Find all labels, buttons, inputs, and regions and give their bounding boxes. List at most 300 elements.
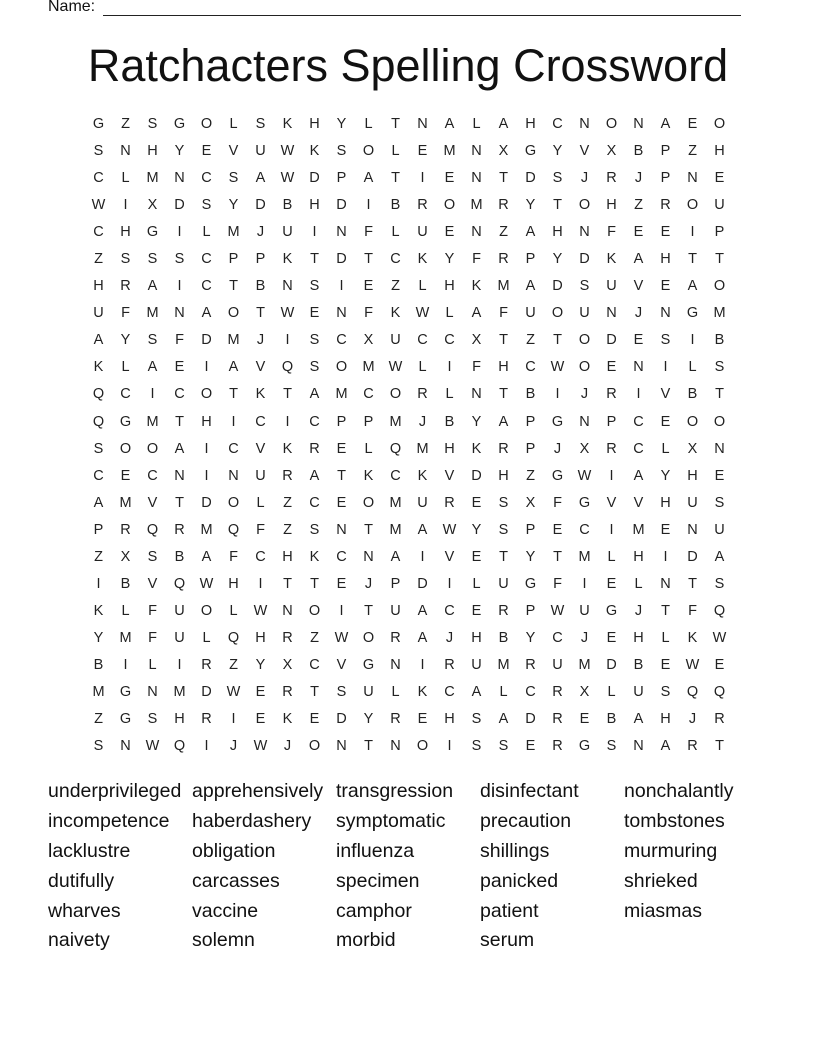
- grid-letter: D: [552, 278, 563, 295]
- grid-letter: T: [553, 332, 562, 349]
- grid-letter: B: [525, 386, 536, 403]
- grid-letter: H: [660, 494, 671, 511]
- grid-letter: S: [93, 738, 104, 755]
- grid-letter: W: [388, 359, 403, 376]
- grid-letter: I: [690, 224, 695, 241]
- grid-letter: F: [472, 251, 481, 268]
- grid-letter: Y: [660, 467, 671, 484]
- grid-letter: U: [606, 278, 617, 295]
- grid-letter: L: [121, 170, 130, 187]
- grid-letter: T: [391, 170, 400, 187]
- grid-letter: M: [227, 332, 240, 349]
- grid-letter: R: [282, 629, 293, 646]
- grid-letter: E: [579, 711, 590, 728]
- grid-letter: K: [93, 359, 104, 376]
- grid-letter: R: [552, 711, 563, 728]
- grid-letter: N: [471, 224, 482, 241]
- grid-letter: E: [606, 359, 617, 376]
- grid-letter: L: [445, 305, 454, 322]
- grid-letter: J: [283, 738, 292, 755]
- grid-letter: R: [714, 711, 725, 728]
- grid-letter: A: [633, 251, 644, 268]
- grid-letter: H: [147, 143, 158, 160]
- grid-letter: L: [391, 143, 400, 160]
- grid-letter: S: [147, 332, 158, 349]
- grid-letter: E: [660, 656, 671, 673]
- grid-letter: J: [553, 440, 562, 457]
- word-list-item: tombstones: [624, 809, 725, 832]
- grid-letter: G: [524, 143, 537, 160]
- grid-letter: T: [715, 738, 724, 755]
- grid-letter: T: [283, 575, 292, 592]
- grid-letter: O: [551, 305, 564, 322]
- grid-letter: A: [471, 305, 482, 322]
- grid-letter: F: [688, 602, 697, 619]
- grid-letter: F: [229, 548, 238, 565]
- grid-letter: V: [444, 467, 455, 484]
- grid-letter: T: [337, 467, 346, 484]
- grid-letter: H: [93, 278, 104, 295]
- grid-letter: L: [121, 359, 130, 376]
- grid-letter: T: [553, 548, 562, 565]
- grid-letter: S: [228, 170, 239, 187]
- grid-letter: Z: [499, 224, 508, 241]
- grid-letter: N: [579, 224, 590, 241]
- grid-letter: W: [253, 738, 268, 755]
- grid-letter: T: [661, 602, 670, 619]
- grid-letter: E: [255, 711, 266, 728]
- grid-letter: S: [714, 359, 725, 376]
- grid-letter: R: [201, 656, 212, 673]
- grid-letter: N: [363, 548, 374, 565]
- grid-letter: O: [686, 413, 699, 430]
- grid-letter: F: [472, 359, 481, 376]
- grid-letter: C: [255, 413, 266, 430]
- grid-letter: T: [229, 386, 238, 403]
- grid-letter: T: [688, 251, 697, 268]
- grid-letter: M: [578, 548, 591, 565]
- grid-letter: X: [525, 494, 536, 511]
- grid-letter: J: [580, 170, 589, 187]
- grid-letter: N: [228, 467, 239, 484]
- grid-letter: K: [471, 440, 482, 457]
- grid-letter: N: [282, 602, 293, 619]
- grid-letter: M: [578, 656, 591, 673]
- grid-letter: E: [714, 467, 725, 484]
- grid-letter: H: [444, 440, 455, 457]
- grid-letter: R: [552, 738, 563, 755]
- grid-letter: Z: [283, 494, 292, 511]
- grid-letter: I: [285, 413, 290, 430]
- grid-letter: H: [174, 711, 185, 728]
- grid-letter: M: [119, 494, 132, 511]
- grid-letter: C: [228, 440, 239, 457]
- grid-letter: R: [174, 521, 185, 538]
- grid-letter: R: [660, 197, 671, 214]
- grid-letter: K: [687, 629, 698, 646]
- grid-letter: S: [147, 711, 158, 728]
- grid-letter: W: [280, 170, 295, 187]
- grid-letter: Z: [229, 656, 238, 673]
- grid-letter: R: [201, 711, 212, 728]
- grid-letter: Y: [363, 711, 374, 728]
- grid-letter: N: [660, 575, 671, 592]
- grid-letter: R: [120, 278, 131, 295]
- grid-letter: X: [579, 683, 590, 700]
- grid-letter: J: [580, 629, 589, 646]
- grid-letter: G: [686, 305, 699, 322]
- grid-letter: S: [309, 278, 320, 295]
- word-list-item: camphor: [336, 899, 412, 922]
- grid-letter: A: [633, 467, 644, 484]
- grid-letter: T: [391, 116, 400, 132]
- grid-letter: U: [525, 305, 536, 322]
- grid-letter: A: [255, 170, 266, 187]
- grid-letter: H: [444, 711, 455, 728]
- grid-letter: A: [498, 116, 509, 132]
- grid-letter: L: [229, 116, 238, 132]
- grid-letter: A: [714, 548, 725, 565]
- grid-letter: U: [282, 224, 293, 241]
- grid-letter: U: [363, 683, 374, 700]
- grid-letter: C: [309, 413, 320, 430]
- grid-letter: E: [660, 521, 671, 538]
- grid-letter: F: [499, 305, 508, 322]
- grid-letter: O: [578, 197, 591, 214]
- grid-letter: S: [336, 683, 347, 700]
- word-list-item: transgression: [336, 780, 454, 802]
- grid-letter: E: [606, 629, 617, 646]
- grid-letter: W: [550, 602, 565, 619]
- grid-letter: F: [607, 224, 616, 241]
- grid-letter: V: [633, 278, 644, 295]
- grid-letter: R: [309, 440, 320, 457]
- grid-letter: P: [228, 251, 239, 268]
- grid-letter: Q: [389, 440, 402, 457]
- grid-letter: F: [148, 602, 157, 619]
- grid-letter: L: [472, 116, 481, 132]
- word-list-item: murmuring: [624, 839, 718, 862]
- grid-letter: G: [119, 683, 132, 700]
- grid-letter: C: [444, 332, 455, 349]
- name-field: [48, 0, 95, 17]
- grid-letter: Z: [526, 332, 535, 349]
- grid-letter: B: [120, 575, 131, 592]
- grid-letter: V: [255, 359, 266, 376]
- letter-grid: [85, 114, 733, 763]
- grid-letter: V: [660, 386, 671, 403]
- grid-letter: E: [336, 494, 347, 511]
- grid-letter: R: [390, 711, 401, 728]
- grid-letter: O: [308, 602, 321, 619]
- grid-letter: P: [336, 170, 347, 187]
- grid-letter: M: [389, 494, 402, 511]
- grid-letter: N: [606, 305, 617, 322]
- grid-letter: G: [119, 711, 132, 728]
- grid-letter: I: [204, 738, 209, 755]
- grid-letter: U: [471, 656, 482, 673]
- grid-letter: O: [119, 440, 132, 457]
- grid-letter: P: [336, 413, 347, 430]
- grid-letter: H: [444, 278, 455, 295]
- grid-letter: C: [525, 359, 536, 376]
- grid-letter: L: [661, 629, 670, 646]
- grid-letter: V: [147, 494, 158, 511]
- grid-letter: E: [471, 548, 482, 565]
- grid-letter: P: [525, 521, 536, 538]
- grid-letter: V: [255, 440, 266, 457]
- grid-letter: J: [634, 305, 643, 322]
- grid-letter: A: [417, 602, 428, 619]
- grid-letter: B: [633, 143, 644, 160]
- grid-letter: O: [200, 602, 213, 619]
- grid-letter: I: [177, 278, 182, 295]
- grid-letter: T: [229, 278, 238, 295]
- word-list-item: influenza: [336, 839, 415, 862]
- grid-letter: H: [201, 413, 212, 430]
- grid-letter: W: [91, 197, 106, 214]
- grid-letter: C: [174, 386, 185, 403]
- grid-letter: P: [525, 440, 536, 457]
- grid-letter: L: [229, 602, 238, 619]
- grid-letter: W: [145, 738, 160, 755]
- grid-letter: U: [579, 305, 590, 322]
- grid-letter: N: [471, 386, 482, 403]
- grid-letter: W: [442, 521, 457, 538]
- grid-letter: N: [174, 467, 185, 484]
- grid-letter: O: [227, 305, 240, 322]
- grid-letter: S: [93, 143, 104, 160]
- word-list-item: disinfectant: [480, 780, 579, 802]
- grid-letter: B: [606, 711, 617, 728]
- grid-letter: X: [147, 197, 158, 214]
- grid-letter: O: [335, 359, 348, 376]
- grid-letter: S: [579, 278, 590, 295]
- grid-letter: A: [93, 332, 104, 349]
- grid-letter: G: [551, 467, 564, 484]
- grid-letter: I: [285, 332, 290, 349]
- grid-letter: A: [390, 548, 401, 565]
- grid-letter: A: [498, 413, 509, 430]
- grid-letter: N: [336, 738, 347, 755]
- grid-letter: F: [256, 521, 265, 538]
- grid-letter: K: [309, 548, 320, 565]
- grid-letter: R: [498, 440, 509, 457]
- grid-letter: X: [120, 548, 131, 565]
- grid-letter: D: [336, 251, 347, 268]
- grid-letter: Y: [255, 656, 266, 673]
- grid-letter: O: [578, 332, 591, 349]
- grid-letter: S: [606, 738, 617, 755]
- grid-letter: P: [363, 413, 374, 430]
- grid-letter: E: [633, 332, 644, 349]
- grid-letter: Y: [228, 197, 239, 214]
- grid-letter: H: [498, 359, 509, 376]
- grid-letter: L: [364, 116, 373, 132]
- grid-letter: D: [309, 170, 320, 187]
- grid-letter: C: [633, 440, 644, 457]
- grid-letter: M: [362, 359, 375, 376]
- grid-letter: V: [228, 143, 239, 160]
- grid-letter: W: [280, 305, 295, 322]
- grid-letter: M: [470, 197, 483, 214]
- grid-letter: K: [363, 467, 374, 484]
- grid-letter: M: [200, 521, 213, 538]
- grid-letter: X: [363, 332, 374, 349]
- grid-letter: T: [175, 413, 184, 430]
- grid-letter: T: [175, 494, 184, 511]
- grid-letter: C: [363, 386, 374, 403]
- grid-letter: M: [227, 224, 240, 241]
- grid-letter: M: [497, 656, 510, 673]
- grid-letter: S: [498, 738, 509, 755]
- grid-letter: T: [283, 386, 292, 403]
- grid-letter: S: [201, 197, 212, 214]
- grid-letter: P: [525, 602, 536, 619]
- grid-letter: O: [362, 143, 375, 160]
- grid-letter: I: [339, 278, 344, 295]
- grid-letter: S: [714, 575, 725, 592]
- grid-letter: O: [362, 494, 375, 511]
- grid-letter: C: [633, 413, 644, 430]
- grid-letter: N: [714, 440, 725, 457]
- grid-letter: G: [119, 413, 132, 430]
- grid-letter: U: [174, 602, 185, 619]
- grid-letter: R: [417, 197, 428, 214]
- grid-letter: J: [256, 224, 265, 241]
- grid-letter: Q: [173, 575, 186, 592]
- grid-letter: F: [175, 332, 184, 349]
- word-list-item: panicked: [480, 869, 559, 892]
- grid-letter: S: [309, 521, 320, 538]
- grid-letter: L: [607, 683, 616, 700]
- grid-letter: L: [418, 278, 427, 295]
- grid-letter: R: [498, 197, 509, 214]
- grid-letter: S: [552, 170, 563, 187]
- grid-letter: R: [525, 656, 536, 673]
- grid-letter: R: [282, 467, 293, 484]
- grid-letter: F: [553, 575, 562, 592]
- word-list-item: patient: [480, 899, 539, 922]
- grid-letter: C: [336, 548, 347, 565]
- grid-letter: I: [258, 575, 263, 592]
- grid-letter: R: [417, 386, 428, 403]
- grid-letter: E: [309, 305, 320, 322]
- grid-letter: R: [606, 440, 617, 457]
- grid-letter: N: [390, 738, 401, 755]
- grid-letter: C: [309, 656, 320, 673]
- grid-letter: E: [417, 711, 428, 728]
- grid-letter: O: [713, 116, 726, 132]
- grid-letter: I: [312, 224, 317, 241]
- grid-letter: E: [417, 143, 428, 160]
- grid-letter: J: [445, 629, 454, 646]
- grid-letter: I: [609, 521, 614, 538]
- grid-letter: H: [633, 548, 644, 565]
- word-list-item: specimen: [336, 869, 420, 892]
- grid-letter: Z: [634, 197, 643, 214]
- grid-letter: P: [606, 413, 617, 430]
- grid-letter: O: [146, 440, 159, 457]
- grid-letter: P: [714, 224, 725, 241]
- grid-letter: G: [173, 116, 186, 132]
- grid-letter: N: [660, 305, 671, 322]
- grid-letter: M: [443, 143, 456, 160]
- grid-letter: T: [715, 251, 724, 268]
- grid-letter: G: [551, 413, 564, 430]
- grid-letter: I: [582, 575, 587, 592]
- word-list-item: carcasses: [192, 869, 280, 892]
- grid-letter: E: [444, 224, 455, 241]
- grid-letter: E: [525, 738, 536, 755]
- grid-letter: D: [417, 575, 428, 592]
- grid-letter: N: [471, 143, 482, 160]
- grid-letter: R: [444, 656, 455, 673]
- grid-letter: U: [93, 305, 104, 322]
- grid-letter: I: [123, 197, 128, 214]
- grid-letter: L: [499, 683, 508, 700]
- grid-letter: Y: [93, 629, 104, 646]
- grid-letter: C: [201, 170, 212, 187]
- grid-letter: Y: [336, 116, 347, 132]
- grid-letter: P: [255, 251, 266, 268]
- grid-letter: Z: [526, 467, 535, 484]
- grid-letter: Y: [471, 521, 482, 538]
- grid-letter: V: [606, 494, 617, 511]
- grid-letter: D: [336, 197, 347, 214]
- grid-letter: I: [447, 738, 452, 755]
- grid-letter: S: [147, 116, 158, 132]
- grid-letter: I: [420, 548, 425, 565]
- grid-letter: Q: [227, 629, 240, 646]
- grid-letter: A: [201, 548, 212, 565]
- grid-letter: D: [606, 656, 617, 673]
- grid-letter: U: [255, 467, 266, 484]
- grid-letter: S: [309, 359, 320, 376]
- grid-letter: K: [282, 116, 293, 132]
- grid-letter: C: [579, 521, 590, 538]
- grid-letter: N: [336, 224, 347, 241]
- grid-letter: E: [633, 224, 644, 241]
- grid-letter: G: [146, 224, 159, 241]
- grid-letter: L: [202, 629, 211, 646]
- grid-letter: B: [282, 197, 293, 214]
- grid-letter: N: [687, 170, 698, 187]
- grid-letter: Z: [94, 251, 103, 268]
- grid-letter: G: [362, 656, 375, 673]
- grid-letter: U: [390, 332, 401, 349]
- grid-letter: K: [309, 143, 320, 160]
- grid-letter: A: [147, 359, 158, 376]
- grid-letter: T: [688, 575, 697, 592]
- grid-letter: R: [498, 602, 509, 619]
- grid-letter: B: [174, 548, 185, 565]
- grid-letter: C: [552, 629, 563, 646]
- grid-letter: C: [525, 683, 536, 700]
- grid-letter: C: [444, 683, 455, 700]
- grid-letter: O: [443, 197, 456, 214]
- grid-letter: E: [336, 440, 347, 457]
- grid-letter: A: [363, 170, 374, 187]
- grid-letter: V: [444, 548, 455, 565]
- grid-letter: S: [660, 683, 671, 700]
- name-label: Name:: [48, 0, 96, 15]
- grid-letter: T: [553, 197, 562, 214]
- grid-letter: M: [146, 305, 159, 322]
- grid-letter: U: [255, 143, 266, 160]
- grid-letter: F: [364, 224, 373, 241]
- grid-letter: U: [390, 602, 401, 619]
